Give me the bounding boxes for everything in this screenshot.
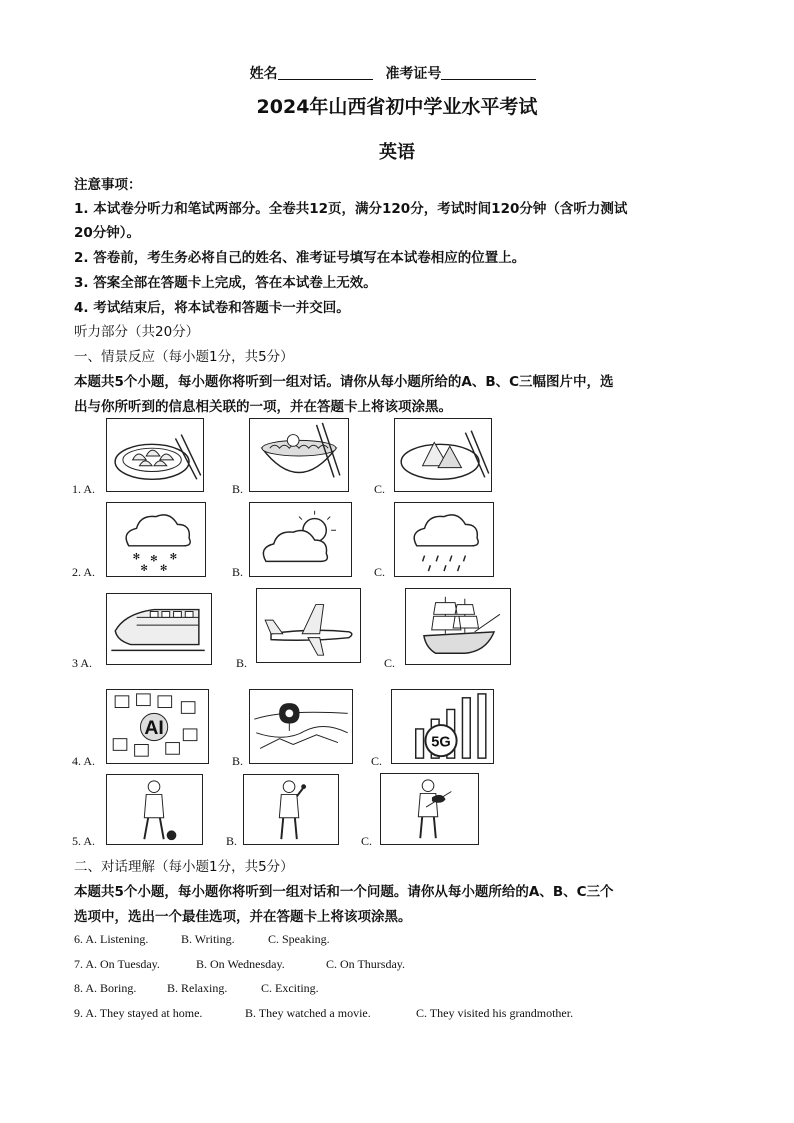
football-boy-icon[interactable] [106, 774, 203, 845]
q3-b-label: B. [236, 656, 248, 670]
q7-option-c[interactable]: C. On Thursday. [326, 957, 405, 971]
q3-label: 3 A. [72, 656, 93, 670]
q9-option-b[interactable]: B. They watched a movie. [245, 1006, 371, 1020]
q1-b-label: B. [232, 482, 244, 496]
q8-option-a[interactable]: 8. A. Boring. [74, 981, 137, 995]
name-blank[interactable] [278, 66, 373, 80]
q2-label: 2. A. [72, 565, 96, 579]
q5-label: 5. A. [72, 834, 96, 848]
q7-option-b[interactable]: B. On Wednesday. [196, 957, 285, 971]
q6-option-a[interactable]: 6. A. Listening. [74, 932, 149, 946]
q9-option-a[interactable]: 9. A. They stayed at home. [74, 1006, 203, 1020]
noodles-icon[interactable] [249, 418, 349, 492]
q2-b-label: B. [232, 565, 244, 579]
part1-instructions-cont: 出与你所听到的信息相关联的一项，并在答题卡上将该项涂黑。 [74, 399, 452, 415]
page-title: 2024年山西省初中学业水平考试 [256, 96, 538, 118]
note-4: 4. 考试结束后，将本试卷和答题卡一并交回。 [74, 300, 350, 316]
svg-text:✻: ✻ [140, 564, 148, 575]
singing-boy-icon[interactable] [243, 774, 339, 845]
svg-text:✻: ✻ [132, 552, 140, 563]
q1-c-label: C. [374, 482, 386, 496]
map-location-icon[interactable] [249, 689, 353, 764]
note-3: 3. 答案全部在答题卡上完成，答在本试卷上无效。 [74, 275, 377, 291]
ship-icon[interactable] [405, 588, 511, 665]
q6-option-b[interactable]: B. Writing. [181, 932, 235, 946]
svg-text:✻: ✻ [150, 554, 158, 565]
candidate-info-line [0, 63, 794, 83]
q7-option-a[interactable]: 7. A. On Tuesday. [74, 957, 160, 971]
note-1: 1. 本试卷分听力和笔试两部分。全卷共12页，满分120分，考试时间120分钟（含听力测试 [74, 201, 628, 217]
q4-c-label: C. [371, 754, 383, 768]
ai-icon[interactable] [106, 689, 209, 764]
airplane-icon[interactable] [256, 588, 361, 663]
snow-cloud-icon[interactable] [106, 502, 206, 577]
q3-c-label: C. [384, 656, 396, 670]
q9-option-c[interactable]: C. They visited his grandmother. [416, 1006, 574, 1020]
exam-id-blank[interactable] [441, 66, 536, 80]
notes-heading: 注意事项： [74, 177, 142, 193]
5g-text: 5G [431, 734, 451, 751]
violin-boy-icon[interactable] [380, 773, 479, 845]
q8-option-c[interactable]: C. Exciting. [261, 981, 319, 995]
subject-title: 英语 [379, 142, 415, 163]
note-1-cont: 20分钟）。 [74, 225, 141, 241]
q5-c-label: C. [361, 834, 373, 848]
sun-cloud-icon[interactable] [249, 502, 352, 577]
q4-label: 4. A. [72, 754, 96, 768]
part2-title: 二、对话理解（每小题1分，共5分） [74, 859, 294, 875]
q4-b-label: B. [232, 754, 244, 768]
train-icon[interactable] [106, 593, 212, 665]
q8-option-b[interactable]: B. Relaxing. [167, 981, 228, 995]
part2-instructions-cont: 选项中，选出一个最佳选项，并在答题卡上将该项涂黑。 [74, 909, 412, 925]
note-2: 2. 答卷前，考生务必将自己的姓名、准考证号填写在本试卷相应的位置上。 [74, 250, 526, 266]
svg-text:✻: ✻ [159, 564, 168, 575]
listening-heading: 听力部分（共20分） [74, 324, 200, 340]
q6-option-c[interactable]: C. Speaking. [268, 932, 330, 946]
svg-text:✻: ✻ [169, 552, 177, 563]
5g-icon[interactable] [391, 689, 494, 764]
q5-b-label: B. [226, 834, 238, 848]
q2-c-label: C. [374, 565, 386, 579]
part1-instructions: 本题共5个小题，每小题你将听到一组对话。请你从每小题所给的A、B、C三幅图片中，选 [74, 374, 614, 390]
rain-cloud-icon[interactable] [394, 502, 494, 577]
name-label: 姓名 [249, 66, 278, 82]
dumplings-icon[interactable] [106, 418, 204, 492]
exam-id-label: 准考证号 [385, 66, 442, 82]
q1-label: 1. A. [72, 482, 96, 496]
part2-instructions: 本题共5个小题，每小题你将听到一组对话和一个问题。请你从每小题所给的A、B、C三个 [74, 884, 614, 900]
zongzi-icon[interactable] [394, 418, 492, 492]
ai-text: AI [144, 716, 164, 739]
part1-title: 一、情景反应（每小题1分，共5分） [74, 349, 294, 365]
